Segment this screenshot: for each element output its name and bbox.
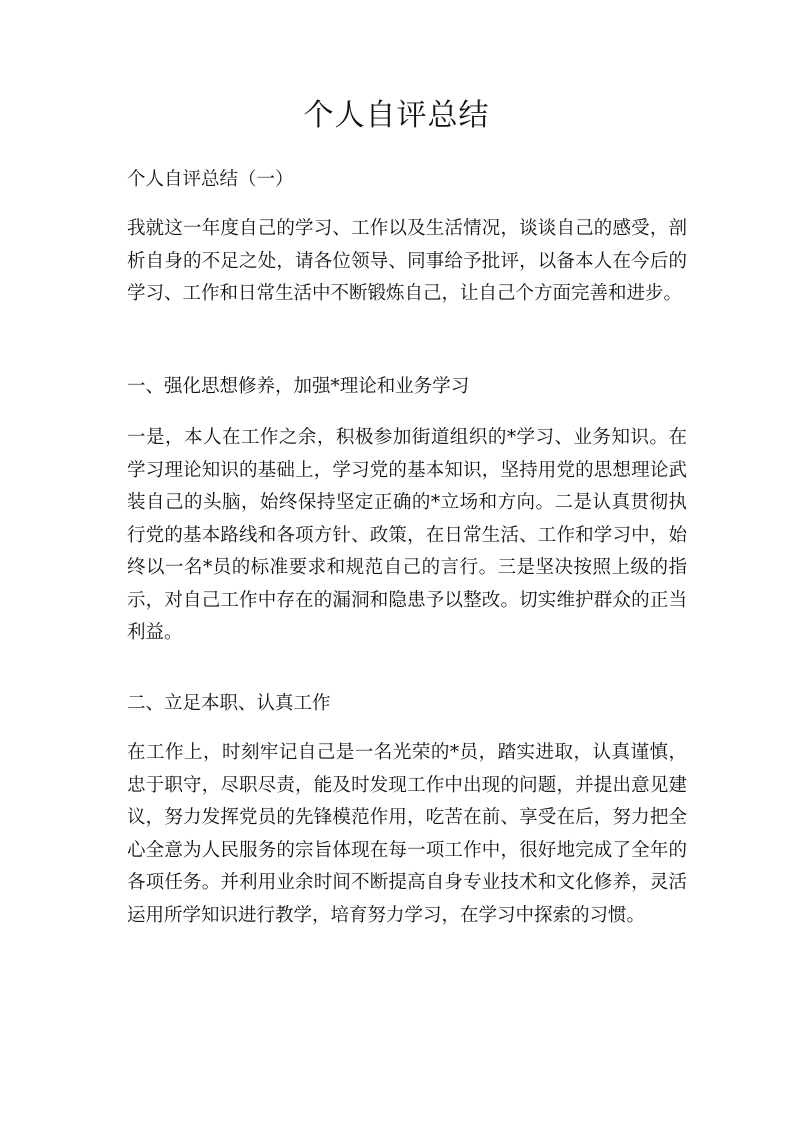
section-1-body: 一是，本人在工作之余，积极参加街道组织的*学习、业务知识。在学习理论知识的基础上，学习党的基本知识，坚持用党的思想理论武装自己的头脑，始终保持坚定正确的*立场和方向。二是认真贯彻执行党的基本路线和各项方针、政策，在日常生活、工作和学习中，始终以一名*员的标准要求和规范自己的言行。三是坚决按照上级的指示，对自己工作中存在的漏洞和隐患予以整改。切实维护群众的正当利益。 (127, 427, 687, 643)
intro-paragraph: 我就这一年度自己的学习、工作以及生活情况，谈谈自己的感受，剖析自身的不足之处，请各位领导、同事给予批评，以备本人在今后的学习、工作和日常生活中不断锻炼自己，让自己个方面完善和进步。 (127, 218, 687, 304)
section-1-heading: 一、强化思想修养，加强*理论和业务学习 (127, 376, 470, 397)
section-2-body: 在工作上，时刻牢记自己是一名光荣的*员，踏实进取，认真谨慎，忠于职守，尽职尽责，能及时发现工作中出现的问题，并提出意见建议，努力发挥党员的先锋模范作用，吃苦在前、享受在后，努力把全心全意为人民服务的宗旨体现在每一项工作中，很好地完成了全年的各项任务。并利用业余时间不断提高自身专业技术和文化修养，灵活运用所学知识进行教学，培育努力学习，在学习中探索的习惯。 (127, 742, 687, 926)
section-2-heading: 二、立足本职、认真工作 (127, 693, 331, 714)
document-title: 个人自评总结 (303, 98, 490, 133)
document-subtitle: 个人自评总结（一） (127, 169, 294, 190)
